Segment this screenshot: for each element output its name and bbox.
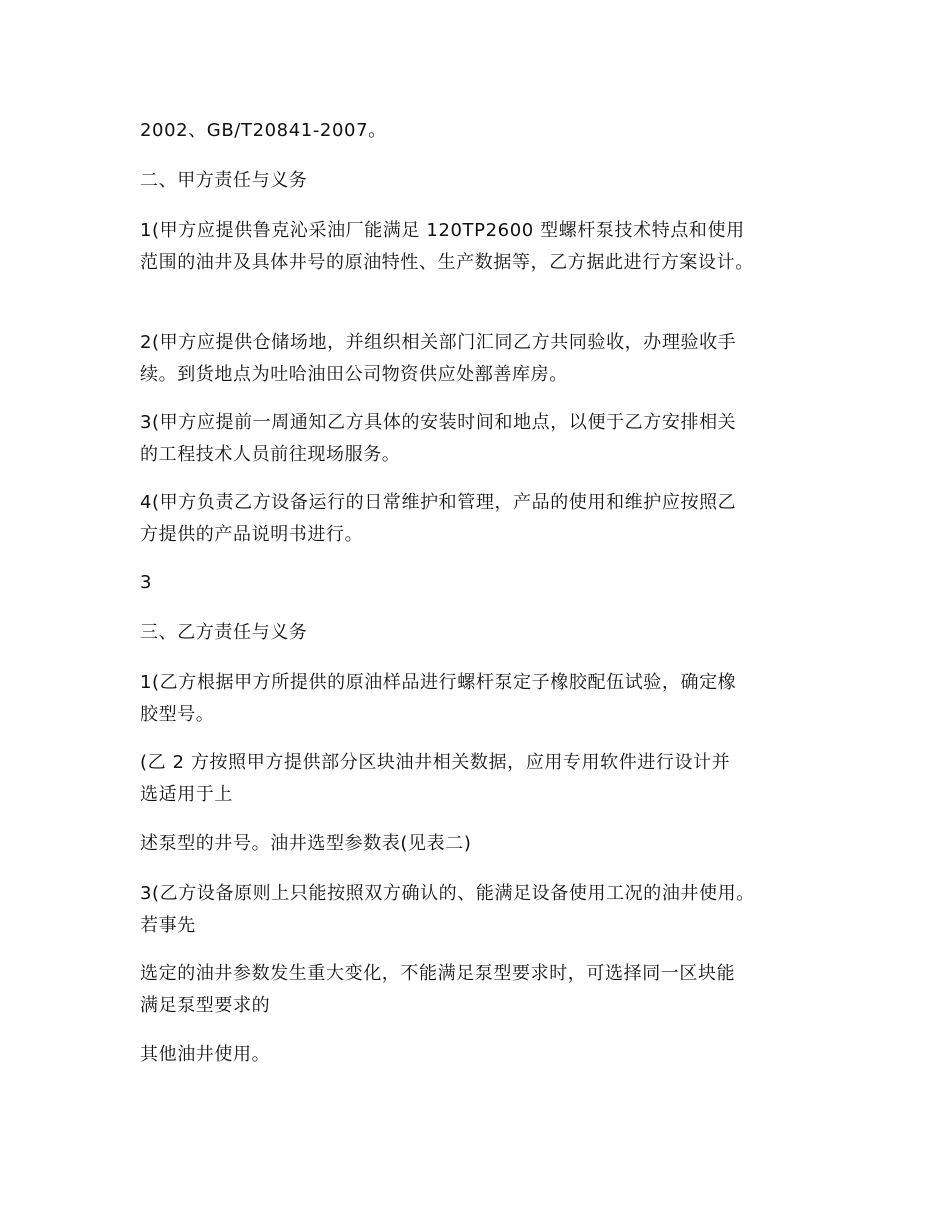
paragraph-party-b-1 — [140, 667, 830, 731]
paragraph-party-b-2-cont — [140, 828, 830, 860]
text-line: 选定的油井参数发生重大变化，不能满足泵型要求时，可选择同一区块能 — [140, 963, 736, 984]
text-line: 满足泵型要求的 — [140, 995, 271, 1016]
text-line: 二、甲方责任与义务 — [140, 170, 308, 191]
paragraph-standards-tail — [140, 115, 830, 147]
paragraph-party-b-3-end — [140, 1039, 830, 1071]
text-line: 续。到货地点为吐哈油田公司物资供应处鄯善库房。 — [140, 364, 568, 385]
page-number — [140, 567, 830, 599]
text-line: 2(甲方应提供仓储场地，并组织相关部门汇同乙方共同验收，办理验收手 — [140, 332, 737, 353]
text-line: 胶型号。 — [140, 704, 215, 725]
paragraph-party-a-1 — [140, 215, 830, 279]
text-line: 三、乙方责任与义务 — [140, 622, 308, 643]
text-line: 方提供的产品说明书进行。 — [140, 524, 364, 545]
section-heading-party-a — [140, 165, 830, 197]
paragraph-party-a-3 — [140, 407, 830, 471]
text-line: 1(乙方根据甲方所提供的原油样品进行螺杆泵定子橡胶配伍试验，确定橡 — [140, 672, 737, 693]
text-line: 3(甲方应提前一周通知乙方具体的安装时间和地点，以便于乙方安排相关 — [140, 412, 737, 433]
text-line: 的工程技术人员前往现场服务。 — [140, 444, 401, 465]
text-line: 其他油井使用。 — [140, 1044, 271, 1065]
paragraph-party-a-4 — [140, 487, 830, 551]
text-line: 3 — [140, 572, 153, 593]
text-line: 述泵型的井号。油井选型参数表(见表二) — [140, 833, 472, 854]
text-line: 4(甲方负责乙方设备运行的日常维护和管理，产品的使用和维护应按照乙 — [140, 492, 737, 513]
text-line: 选适用于上 — [140, 784, 233, 805]
paragraph-party-a-2 — [140, 327, 830, 391]
paragraph-party-b-2 — [140, 747, 830, 811]
text-line: 3(乙方设备原则上只能按照双方确认的、能满足设备使用工况的油井使用。 — [140, 883, 755, 904]
text-line: 若事先 — [140, 915, 196, 936]
text-line: 2002、GB/T20841-2007。 — [140, 120, 387, 141]
section-heading-party-b — [140, 617, 830, 649]
text-line: 范围的油井及具体井号的原油特性、生产数据等，乙方据此进行方案设计。 — [140, 252, 754, 273]
text-line: (乙 2 方按照甲方提供部分区块油井相关数据，应用专用软件进行设计并 — [140, 752, 731, 773]
text-line: 1(甲方应提供鲁克沁采油厂能满足 120TP2600 型螺杆泵技术特点和使用 — [140, 220, 745, 241]
paragraph-party-b-3-cont — [140, 958, 830, 1022]
paragraph-party-b-3 — [140, 878, 830, 942]
